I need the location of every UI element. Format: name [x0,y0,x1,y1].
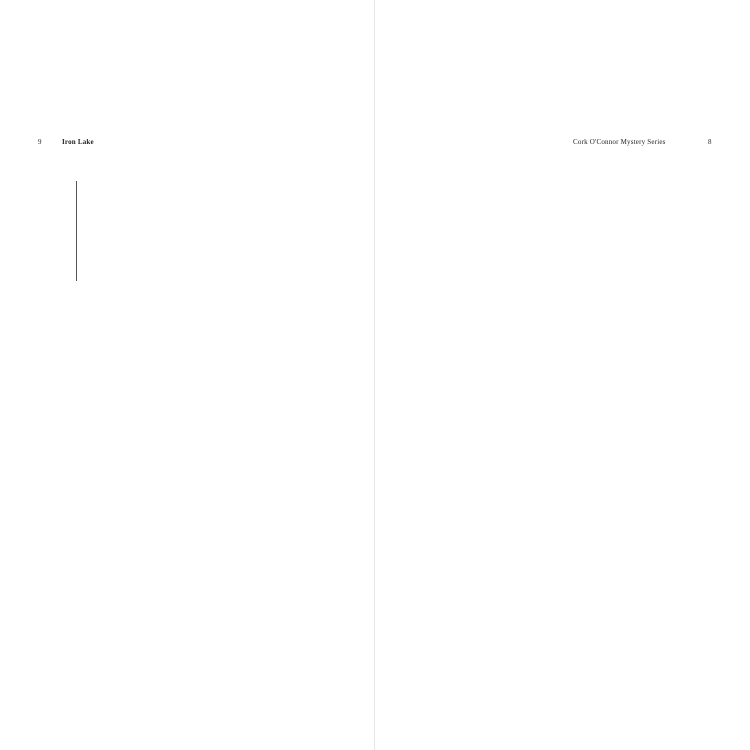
right-page-number: 8 [708,138,712,146]
right-running-title: Cork O'Connor Mystery Series [573,138,666,146]
right-body-text [411,182,719,594]
footnote-rule [76,181,77,281]
right-page [375,0,750,750]
footnote [30,181,70,591]
left-body-text [88,182,346,594]
left-running-title: Iron Lake [62,138,94,146]
left-page-number: 9 [38,138,42,146]
